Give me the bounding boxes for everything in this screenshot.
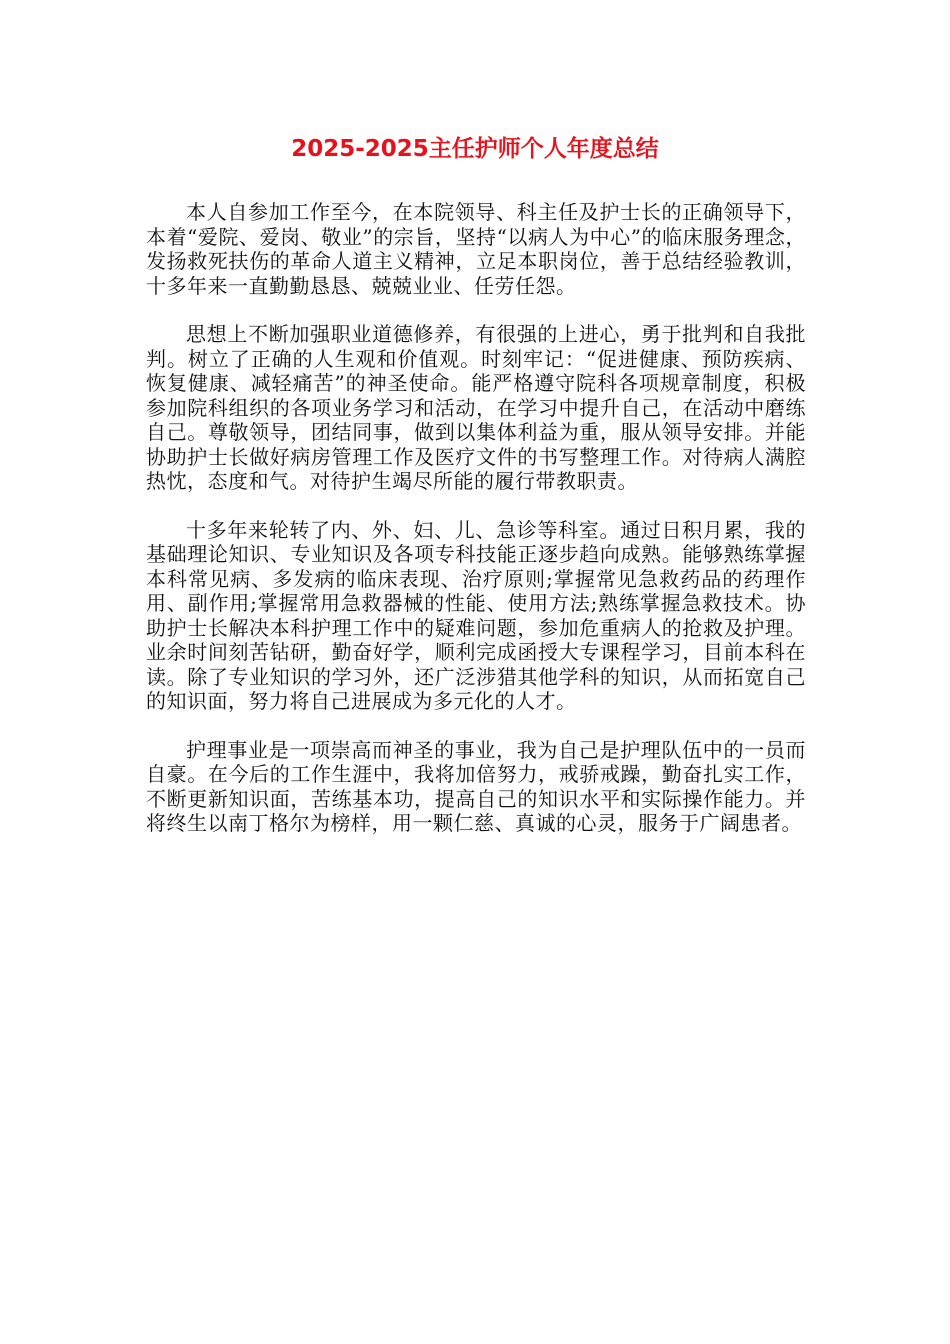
paragraph-intro: 本人自参加工作至今，在本院领导、科主任及护士长的正确领导下，本着“爱院、爱岗、敬业”的宗旨，坚持“以病人为中心”的临床服务理念，发扬救死扶伤的革命人道主义精神，立足本职岗位，善于总结经验教训，十多年来一直勤勤恳恳、兢兢业业、任劳任怨。 <box>146 200 806 298</box>
paragraph-experience: 十多年来轮转了内、外、妇、儿、急诊等科室。通过日积月累，我的基础理论知识、专业知识及各项专科技能正逐步趋向成熟。能够熟练掌握本科常见病、多发病的临床表现、治疗原则;掌握常见急救药品的药理作用、副作用;掌握常用急救器械的性能、使用方法;熟练掌握急救技术。协助护士长解决本科护理工作中的疑难问题，参加危重病人的抢救及护理。业余时间刻苦钻研，勤奋好学，顺利完成函授大专课程学习，目前本科在读。除了专业知识的学习外，还广泛涉猎其他学科的知识，从而拓宽自己的知识面，努力将自己进展成为多元化的人才。 <box>146 517 806 713</box>
paragraph-outlook: 护理事业是一项崇高而神圣的事业，我为自己是护理队伍中的一员而自豪。在今后的工作生涯中，我将加倍努力，戒骄戒躁，勤奋扎实工作，不断更新知识面，苦练基本功，提高自己的知识水平和实际操作能力。并将终生以南丁格尔为榜样，用一颗仁慈、真诚的心灵，服务于广阔患者。 <box>146 737 806 835</box>
paragraph-ideology: 思想上不断加强职业道德修养，有很强的上进心，勇于批判和自我批判。树立了正确的人生观和价值观。时刻牢记：“促进健康、预防疾病、恢复健康、减轻痛苦”的神圣使命。能严格遵守院科各项规章制度，积极参加院科组织的各项业务学习和活动，在学习中提升自己，在活动中磨练自己。尊敬领导，团结同事，做到以集体利益为重，服从领导安排。并能协助护士长做好病房管理工作及医疗文件的书写整理工作。对待病人满腔热忱，态度和气。对待护生竭尽所能的履行带教职责。 <box>146 322 806 493</box>
document-body <box>146 200 806 860</box>
document-title: 2025-2025主任护师个人年度总结 <box>291 136 659 162</box>
